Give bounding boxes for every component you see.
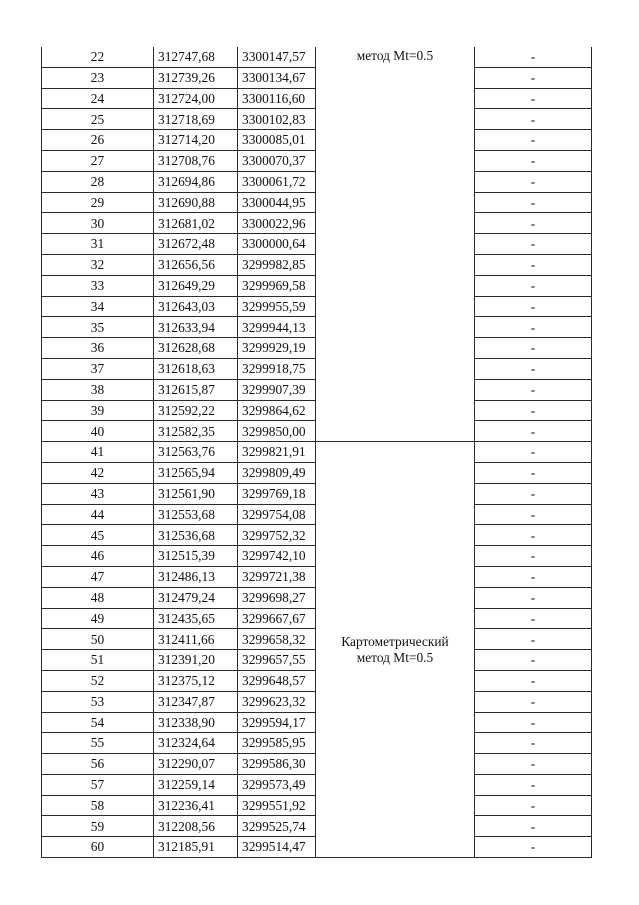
y-coordinate-cell: 3300134,67 [238, 67, 316, 88]
point-number-cell: 45 [42, 525, 154, 546]
y-coordinate-cell: 3300147,57 [238, 47, 316, 67]
method-text-line: Картометрический [341, 633, 449, 649]
precision-cell: - [475, 650, 592, 671]
point-number-cell: 55 [42, 733, 154, 754]
point-number-cell: 57 [42, 774, 154, 795]
x-coordinate-cell: 312347,87 [154, 691, 238, 712]
y-coordinate-cell: 3299525,74 [238, 816, 316, 837]
y-coordinate-cell: 3299648,57 [238, 670, 316, 691]
point-number-cell: 38 [42, 379, 154, 400]
x-coordinate-cell: 312185,91 [154, 837, 238, 858]
y-coordinate-cell: 3299955,59 [238, 296, 316, 317]
x-coordinate-cell: 312739,26 [154, 67, 238, 88]
x-coordinate-cell: 312338,90 [154, 712, 238, 733]
y-coordinate-cell: 3299551,92 [238, 795, 316, 816]
x-coordinate-cell: 312643,03 [154, 296, 238, 317]
point-number-cell: 49 [42, 608, 154, 629]
point-number-cell: 22 [42, 47, 154, 67]
x-coordinate-cell: 312694,86 [154, 171, 238, 192]
x-coordinate-cell: 312724,00 [154, 88, 238, 109]
precision-cell: - [475, 317, 592, 338]
y-coordinate-cell: 3299657,55 [238, 650, 316, 671]
precision-cell: - [475, 525, 592, 546]
point-number-cell: 40 [42, 421, 154, 442]
point-number-cell: 52 [42, 670, 154, 691]
precision-cell: - [475, 774, 592, 795]
y-coordinate-cell: 3299907,39 [238, 379, 316, 400]
point-number-cell: 26 [42, 130, 154, 151]
y-coordinate-cell: 3299514,47 [238, 837, 316, 858]
point-number-cell: 46 [42, 546, 154, 567]
point-number-cell: 34 [42, 296, 154, 317]
y-coordinate-cell: 3299754,08 [238, 504, 316, 525]
precision-cell: - [475, 254, 592, 275]
y-coordinate-cell: 3300116,60 [238, 88, 316, 109]
point-number-cell: 44 [42, 504, 154, 525]
x-coordinate-cell: 312259,14 [154, 774, 238, 795]
x-coordinate-cell: 312553,68 [154, 504, 238, 525]
point-number-cell: 31 [42, 234, 154, 255]
table-row [42, 47, 592, 67]
precision-cell: - [475, 816, 592, 837]
x-coordinate-cell: 312324,64 [154, 733, 238, 754]
x-coordinate-cell: 312565,94 [154, 462, 238, 483]
x-coordinate-cell: 312561,90 [154, 483, 238, 504]
precision-cell: - [475, 442, 592, 463]
precision-cell: - [475, 670, 592, 691]
point-number-cell: 36 [42, 338, 154, 359]
x-coordinate-cell: 312690,88 [154, 192, 238, 213]
x-coordinate-cell: 312375,12 [154, 670, 238, 691]
point-number-cell: 35 [42, 317, 154, 338]
precision-cell: - [475, 358, 592, 379]
y-coordinate-cell: 3299698,27 [238, 587, 316, 608]
y-coordinate-cell: 3299864,62 [238, 400, 316, 421]
x-coordinate-cell: 312236,41 [154, 795, 238, 816]
y-coordinate-cell: 3299918,75 [238, 358, 316, 379]
precision-cell: - [475, 483, 592, 504]
y-coordinate-cell: 3299585,95 [238, 733, 316, 754]
y-coordinate-cell: 3300070,37 [238, 150, 316, 171]
x-coordinate-cell: 312747,68 [154, 47, 238, 67]
precision-cell: - [475, 795, 592, 816]
x-coordinate-cell: 312649,29 [154, 275, 238, 296]
point-number-cell: 33 [42, 275, 154, 296]
x-coordinate-cell: 312672,48 [154, 234, 238, 255]
x-coordinate-cell: 312681,02 [154, 213, 238, 234]
point-number-cell: 41 [42, 442, 154, 463]
x-coordinate-cell: 312582,35 [154, 421, 238, 442]
y-coordinate-cell: 3299594,17 [238, 712, 316, 733]
point-number-cell: 30 [42, 213, 154, 234]
x-coordinate-cell: 312656,56 [154, 254, 238, 275]
x-coordinate-cell: 312708,76 [154, 150, 238, 171]
point-number-cell: 58 [42, 795, 154, 816]
precision-cell: - [475, 171, 592, 192]
y-coordinate-cell: 3299658,32 [238, 629, 316, 650]
point-number-cell: 50 [42, 629, 154, 650]
point-number-cell: 24 [42, 88, 154, 109]
precision-cell: - [475, 130, 592, 151]
precision-cell: - [475, 608, 592, 629]
precision-cell: - [475, 504, 592, 525]
y-coordinate-cell: 3299667,67 [238, 608, 316, 629]
y-coordinate-cell: 3300085,01 [238, 130, 316, 151]
point-number-cell: 53 [42, 691, 154, 712]
y-coordinate-cell: 3300022,96 [238, 213, 316, 234]
point-number-cell: 59 [42, 816, 154, 837]
x-coordinate-cell: 312479,24 [154, 587, 238, 608]
x-coordinate-cell: 312435,65 [154, 608, 238, 629]
point-number-cell: 47 [42, 566, 154, 587]
precision-cell: - [475, 837, 592, 858]
method-cell [316, 442, 475, 858]
x-coordinate-cell: 312290,07 [154, 754, 238, 775]
y-coordinate-cell: 3299752,32 [238, 525, 316, 546]
precision-cell: - [475, 587, 592, 608]
y-coordinate-cell: 3299821,91 [238, 442, 316, 463]
point-number-cell: 54 [42, 712, 154, 733]
y-coordinate-cell: 3299969,58 [238, 275, 316, 296]
x-coordinate-cell: 312633,94 [154, 317, 238, 338]
precision-cell: - [475, 546, 592, 567]
point-number-cell: 29 [42, 192, 154, 213]
point-number-cell: 60 [42, 837, 154, 858]
method-cell [316, 47, 475, 442]
x-coordinate-cell: 312536,68 [154, 525, 238, 546]
y-coordinate-cell: 3300000,64 [238, 234, 316, 255]
precision-cell: - [475, 192, 592, 213]
table-row [42, 442, 592, 463]
precision-cell: - [475, 213, 592, 234]
y-coordinate-cell: 3299721,38 [238, 566, 316, 587]
x-coordinate-cell: 312628,68 [154, 338, 238, 359]
coordinates-table [41, 47, 592, 858]
x-coordinate-cell: 312615,87 [154, 379, 238, 400]
x-coordinate-cell: 312618,63 [154, 358, 238, 379]
y-coordinate-cell: 3299809,49 [238, 462, 316, 483]
y-coordinate-cell: 3299769,18 [238, 483, 316, 504]
point-number-cell: 43 [42, 483, 154, 504]
x-coordinate-cell: 312411,66 [154, 629, 238, 650]
precision-cell: - [475, 629, 592, 650]
precision-cell: - [475, 421, 592, 442]
y-coordinate-cell: 3299573,49 [238, 774, 316, 795]
coordinates-table-body [42, 47, 592, 858]
precision-cell: - [475, 566, 592, 587]
method-text-line: метод Mt=0.5 [356, 48, 434, 63]
y-coordinate-cell: 3299623,32 [238, 691, 316, 712]
precision-cell: - [475, 109, 592, 130]
precision-cell: - [475, 733, 592, 754]
y-coordinate-cell: 3300102,83 [238, 109, 316, 130]
x-coordinate-cell: 312592,22 [154, 400, 238, 421]
x-coordinate-cell: 312714,20 [154, 130, 238, 151]
point-number-cell: 28 [42, 171, 154, 192]
point-number-cell: 42 [42, 462, 154, 483]
method-text-line: метод Mt=0.5 [356, 649, 434, 665]
point-number-cell: 37 [42, 358, 154, 379]
precision-cell: - [475, 400, 592, 421]
precision-cell: - [475, 150, 592, 171]
point-number-cell: 39 [42, 400, 154, 421]
point-number-cell: 23 [42, 67, 154, 88]
precision-cell: - [475, 712, 592, 733]
precision-cell: - [475, 296, 592, 317]
precision-cell: - [475, 275, 592, 296]
precision-cell: - [475, 754, 592, 775]
y-coordinate-cell: 3299982,85 [238, 254, 316, 275]
precision-cell: - [475, 338, 592, 359]
precision-cell: - [475, 88, 592, 109]
point-number-cell: 25 [42, 109, 154, 130]
point-number-cell: 32 [42, 254, 154, 275]
x-coordinate-cell: 312391,20 [154, 650, 238, 671]
y-coordinate-cell: 3299586,30 [238, 754, 316, 775]
x-coordinate-cell: 312486,13 [154, 566, 238, 587]
x-coordinate-cell: 312208,56 [154, 816, 238, 837]
y-coordinate-cell: 3299944,13 [238, 317, 316, 338]
point-number-cell: 27 [42, 150, 154, 171]
y-coordinate-cell: 3299929,19 [238, 338, 316, 359]
precision-cell: - [475, 67, 592, 88]
precision-cell: - [475, 462, 592, 483]
precision-cell: - [475, 379, 592, 400]
point-number-cell: 48 [42, 587, 154, 608]
y-coordinate-cell: 3299850,00 [238, 421, 316, 442]
y-coordinate-cell: 3300044,95 [238, 192, 316, 213]
point-number-cell: 51 [42, 650, 154, 671]
x-coordinate-cell: 312563,76 [154, 442, 238, 463]
precision-cell: - [475, 47, 592, 67]
y-coordinate-cell: 3300061,72 [238, 171, 316, 192]
y-coordinate-cell: 3299742,10 [238, 546, 316, 567]
precision-cell: - [475, 234, 592, 255]
point-number-cell: 56 [42, 754, 154, 775]
x-coordinate-cell: 312718,69 [154, 109, 238, 130]
x-coordinate-cell: 312515,39 [154, 546, 238, 567]
precision-cell: - [475, 691, 592, 712]
